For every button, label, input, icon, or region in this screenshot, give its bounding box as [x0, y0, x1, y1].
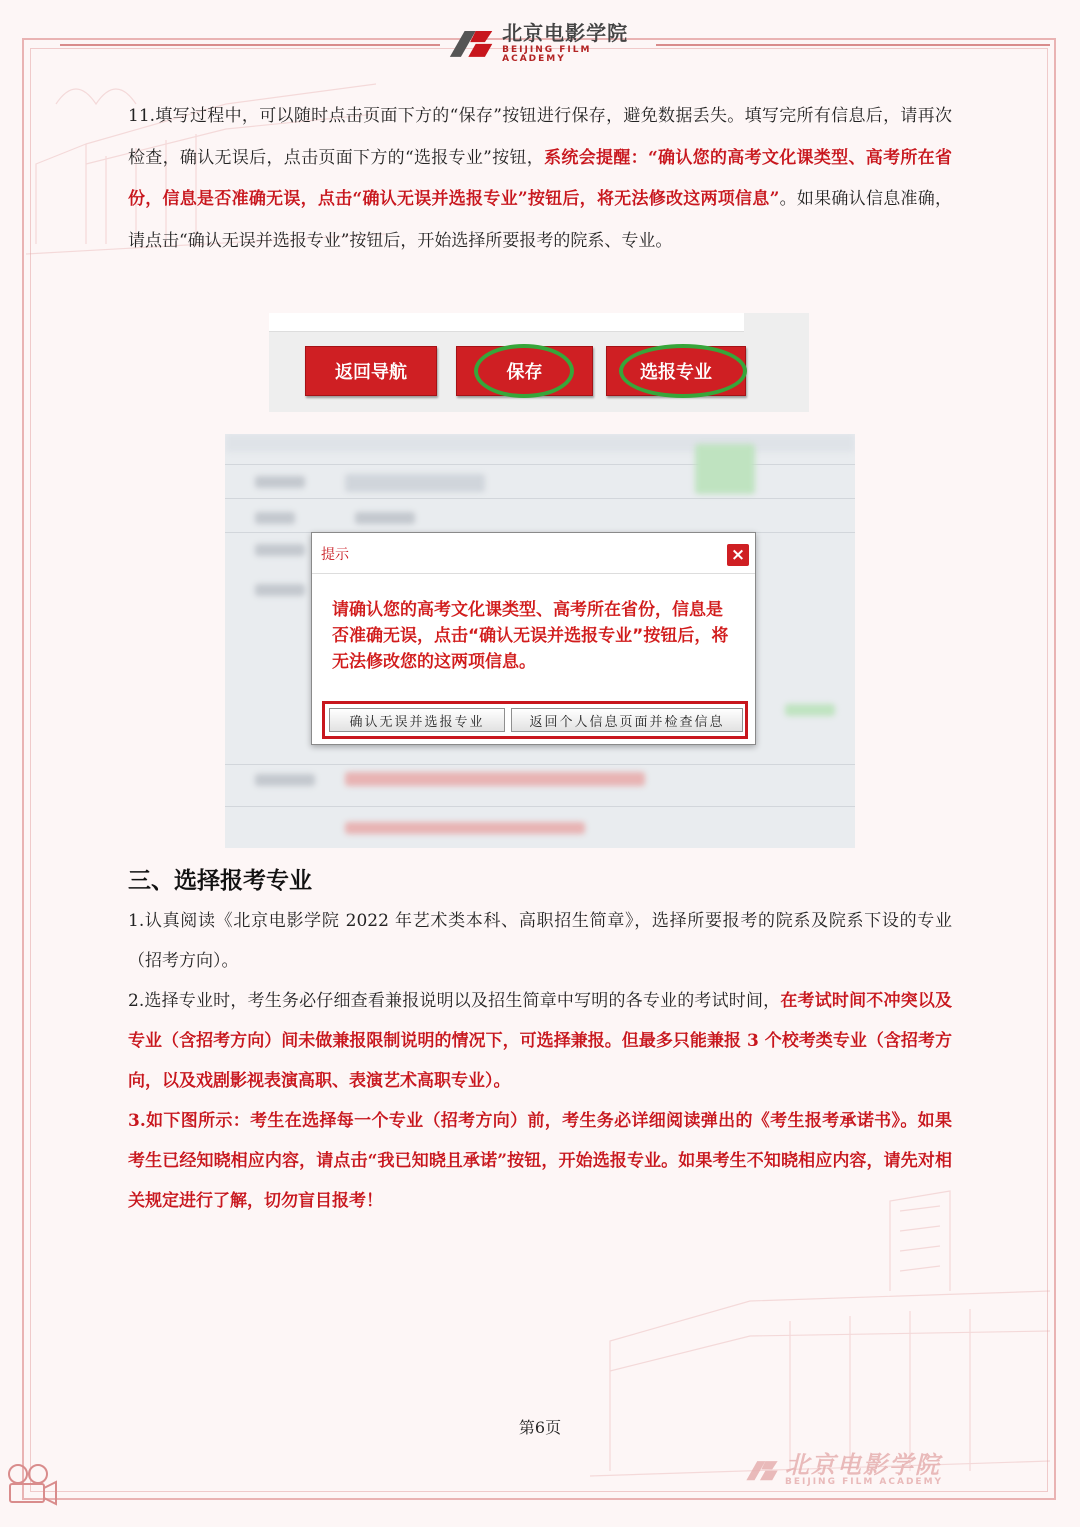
page-number: 第6页 — [518, 1418, 562, 1437]
content-top — [128, 96, 952, 262]
paragraph-11-highlight: 系统会提醒：“确认您的高考文化课类型、高考所在省份，信息是否准确无误，点击“确认无误并选报专业”按钮后，将无法修改这两项信息” — [128, 147, 952, 209]
section-3-title: 三、选择报考专业 — [128, 868, 312, 894]
film-camera-icon — [2, 1462, 60, 1512]
return-check-button[interactable]: 返回个人信息页面并检查信息 — [511, 708, 743, 732]
header-logo-en: BEIJING FILM ACADEMY — [502, 44, 592, 64]
back-nav-button[interactable]: 返回导航 — [305, 346, 437, 396]
bg-table-line — [225, 806, 855, 807]
dialog-title-bar — [312, 533, 755, 574]
bg-blur — [255, 584, 305, 596]
header-rule-right — [656, 44, 1050, 46]
footer-logo-cn: 北京电影学院 — [785, 1450, 941, 1479]
dialog-title: 提示 — [321, 547, 349, 563]
bg-blur — [255, 774, 315, 786]
section-3-item-2 — [128, 981, 952, 1101]
header-logo-cn: 北京电影学院 — [502, 20, 629, 45]
bg-blur — [255, 544, 305, 556]
section-3-item-2-part-a: 2.选择专业时，考生务必仔细查看兼报说明以及招生简章中写明的各专业的考试时间， — [128, 991, 781, 1011]
dialog-screenshot — [225, 434, 855, 848]
bg-table-line — [225, 764, 855, 765]
close-icon[interactable]: × — [727, 544, 749, 566]
academy-emblem-icon — [448, 26, 494, 60]
bg-blur — [225, 434, 855, 452]
bg-table-line — [225, 464, 855, 465]
section-3-item-3: 3.如下图所示：考生在选择每一个专业（招考方向）前，考生务必详细阅读弹出的《考生报考承诺书》。如果考生已经知晓相应内容，请点击“我已知晓且承诺”按钮，开始选报专业。如果考生不知晓相应内容，请先对相关规定进行了解，切勿盲目报考！ — [128, 1111, 952, 1211]
footer-emblem-icon — [745, 1456, 779, 1484]
bg-blur — [255, 512, 295, 524]
section-3-item-2-highlight: 在考试时间不冲突以及专业（含招考方向）间未做兼报限制说明的情况下，可选择兼报。但最多只能兼报 3 个校考类专业（含招考方向，以及戏剧影视表演高职、表演艺术高职专业）。 — [128, 991, 953, 1091]
bg-blur — [345, 822, 585, 834]
dialog-button-group — [322, 701, 748, 739]
save-button[interactable]: 保存 — [456, 346, 593, 396]
section-3-item-1: 1.认真阅读《北京电影学院 2022 年艺术类本科、高职招生简章》，选择所要报考的院系及院系下设的专业（招考方向）。 — [128, 911, 952, 971]
bg-blur — [785, 704, 835, 716]
content-section-3 — [128, 861, 952, 1221]
screenshot-top-band — [269, 313, 744, 332]
bg-blur — [695, 444, 755, 494]
bg-blur — [345, 474, 485, 492]
header-rule-left — [60, 44, 440, 46]
bg-table-line — [225, 498, 855, 499]
buttons-screenshot — [269, 313, 809, 412]
select-major-button[interactable]: 选报专业 — [606, 346, 746, 396]
save-highlight-ring — [474, 344, 574, 398]
bg-blur — [355, 512, 415, 524]
bg-blur — [345, 772, 645, 786]
paragraph-11-part-b: 。如果确认信息准确，请点击“确认无误并选报专业”按钮后，开始选择所要报考的院系、专业。 — [128, 189, 952, 251]
header-logo — [448, 20, 648, 66]
confirm-dialog — [311, 532, 756, 745]
footer-logo — [745, 1452, 943, 1488]
dialog-message: 请确认您的高考文化课类型、高考所在省份，信息是否准确无误，点击“确认无误并选报专业”按钮后，将无法修改您的这两项信息。 — [332, 600, 729, 672]
paragraph-11 — [128, 96, 952, 262]
bg-blur — [255, 476, 305, 488]
footer-logo-en: BEIJING FILM ACADEMY — [785, 1477, 944, 1488]
select-highlight-ring — [619, 344, 747, 398]
paragraph-11-part-a: 11.填写过程中，可以随时点击页面下方的“保存”按钮进行保存，避免数据丢失。填写完所有信息后，请再次检查，确认无误后，点击页面下方的“选报专业”按钮， — [128, 106, 952, 168]
confirm-select-button[interactable]: 确认无误并选报专业 — [329, 708, 505, 732]
